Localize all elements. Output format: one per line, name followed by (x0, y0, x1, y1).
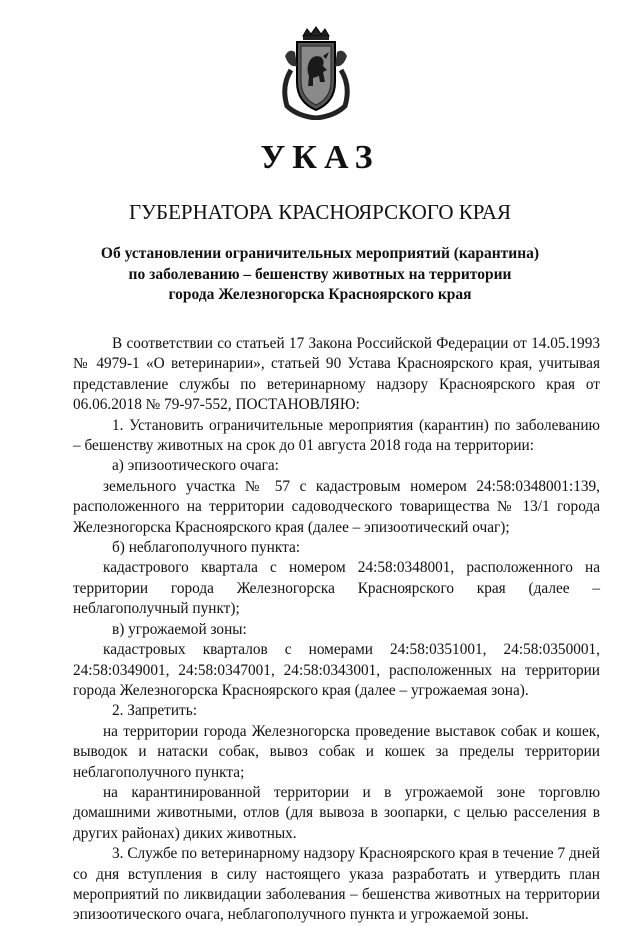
document-issuer: ГУБЕРНАТОРА КРАСНОЯРСКОГО КРАЯ (129, 200, 511, 224)
paragraph-subitem-b: б) неблагополучного пункта: (112, 539, 301, 557)
paragraph-text: земельного участка № 57 с кадастровым номером 24:58:0348001:139, расположенного на территории садоводческого товарищества № 13/1 города Железногорска Красноярского края (далее – эпизоотический очаг); (73, 477, 600, 536)
paragraph-subitem-a: а) эпизоотического очага: (112, 457, 279, 475)
heading-line: города Железногорска Красноярского края (168, 286, 472, 303)
heading-line: Об установлении ограничительных мероприятий (карантина) (100, 245, 540, 262)
paragraph-text: на территории города Железногорска проведение выставок собак и кошек, выводок и натаски собак, вывоз собак и кошек за пределы территории неблагополучного пункта; (73, 722, 600, 781)
decree-body (73, 334, 600, 926)
heading-line: по заболеванию – бешенству животных на территории (128, 265, 512, 283)
paragraph-item-3: 3. Службе по ветеринарному надзору Красноярского края в течение 7 дней со дня вступления в силу настоящего указа разработать и утвердить план мероприятий по ликвидации заболевания – бешенства животных на территории эпизоотического очага, неблагополучного пункта и угрожаемой зоны. (73, 845, 600, 924)
paragraph-text: кадастрового квартала с номером 24:58:0348001, расположенного на территории города Железногорска Красноярского края (далее – неблагополучный пункт); (73, 559, 600, 618)
paragraph-item-2: 2. Запретить: (112, 702, 197, 720)
decree-heading (95, 244, 545, 306)
paragraph-preamble: В соответствии со статьей 17 Закона Российской Федерации от 14.05.1993 № 4979-1 «О ветеринарии», статьей 90 Устава Красноярского края, учитывая представление службы по ветеринарному надзору Красноярского края от 06.06.2018 № 79-97-552, ПОСТАНОВЛЯЮ: (73, 335, 600, 414)
paragraph-text: на карантинированной территории и в угрожаемой зоне торговлю домашними животными, отлов (для вывоза в зоопарки, с целью расселения в других районах) диких животных. (73, 783, 600, 842)
paragraph-subitem-c: в) угрожаемой зоны: (112, 620, 247, 638)
document-title: УКАЗ (260, 139, 380, 176)
krasnoyarsk-coat-of-arms-icon (273, 26, 359, 120)
paragraph-item-1: 1. Установить ограничительные мероприятия (карантин) по заболеванию – бешенству животных на срок до 01 августа 2018 года на территории: (73, 416, 600, 455)
paragraph-text: кадастровых кварталов с номерами 24:58:0351001, 24:58:0350001, 24:58:0349001, 24:58:0347001, 24:58:0343001, расположенных на территории города Железногорска Красноярского края (далее – угрожаемая зона). (73, 641, 600, 699)
